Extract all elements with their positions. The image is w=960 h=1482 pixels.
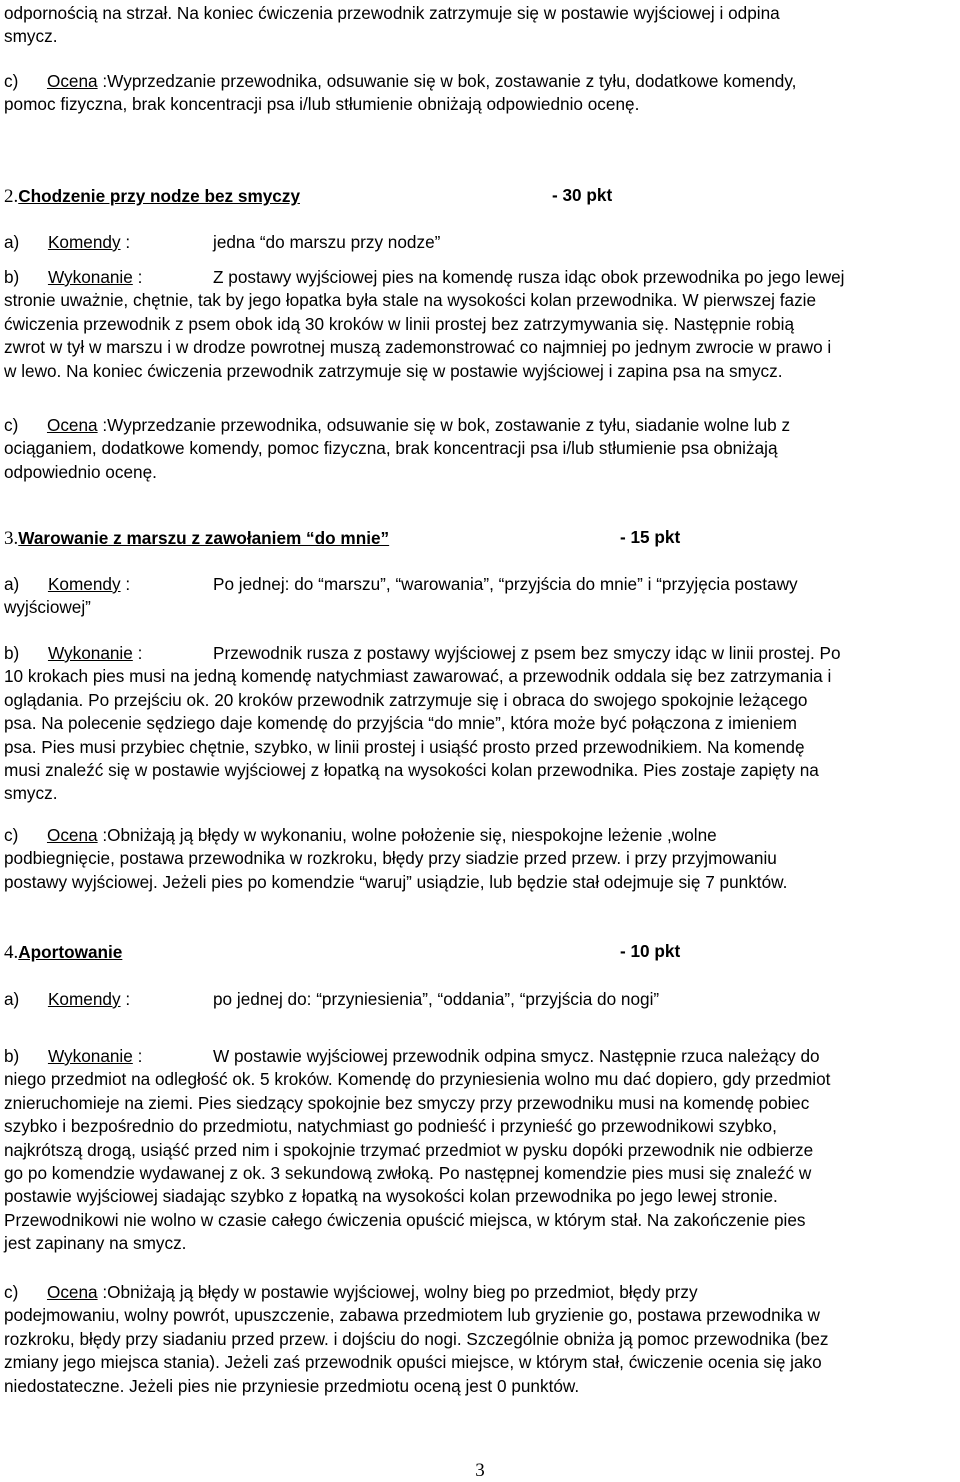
section-title: Chodzenie przy nodze bez smyczy (18, 186, 300, 206)
section2-wykonanie (4, 266, 956, 383)
intro-continuation (4, 2, 956, 49)
list-marker: b) (4, 267, 48, 287)
section3-komendy (4, 573, 956, 620)
list-marker: a) (4, 574, 48, 594)
text-span: :Wyprzedzanie przewodnika, odsuwanie się w bok, zostawanie z tyłu, dodatkowe komendy, (97, 71, 797, 91)
text-line: Z postawy wyjściowej pies na komendę rusza idąc obok przewodnika po jego lewej (213, 267, 845, 287)
section4-wykonanie (4, 1045, 956, 1256)
text-line: jest zapinany na smycz. (4, 1233, 187, 1254)
text-line: ociąganiem, dodatkowe komendy, pomoc fizyczna, brak koncentracji psa i/lub stłumienie psa obniżają (4, 438, 778, 459)
text-span: :Obniżają ją błędy w postawie wyjściowej, wolny bieg po przedmiot, błędy przy (97, 1282, 698, 1302)
label-colon: : (120, 574, 131, 594)
text-line: 10 krokach pies musi na jedną komendę natychmiast zawarować, a przewodnik oddala się bez zatrzymania i (4, 666, 832, 687)
list-marker: c) (4, 825, 47, 845)
text-line: W postawie wyjściowej przewodnik odpina smycz. Następnie rzuca należący do (213, 1046, 820, 1066)
text-line: Przewodnik rusza z postawy wyjściowej z psem bez smyczy idąc w linii prostej. Po (213, 643, 841, 663)
label-colon: : (132, 643, 143, 663)
label-colon: : (120, 989, 131, 1009)
text-line: zmiany jego miejsca stania). Jeżeli zaś przewodnik opuści miejsce, w którym stał, ćwiczenie ocenia się jako (4, 1352, 822, 1373)
section4-ocena (4, 1281, 956, 1398)
text-line: postawie wyjściowej siadając szybko z łopatką na wysokości kolan przewodnika po jego lewej stronie. (4, 1186, 778, 1207)
label-colon: : (132, 267, 143, 287)
komendy-text: Po jednej: do “marszu”, “warowania”, “przyjścia do mnie” i “przyjęcia postawy (213, 574, 798, 594)
section-points: - 10 pkt (620, 941, 681, 961)
text-span: :Obniżają ją błędy w wykonaniu, wolne położenie się, niespokojne leżenie ,wolne (97, 825, 717, 845)
komendy-text: po jednej do: “przyniesienia”, “oddania”, “przyjścia do nogi” (213, 989, 660, 1009)
wykonanie-label: Wykonanie (47, 1046, 133, 1066)
text-line: pomoc fizyczna, brak koncentracji psa i/lub stłumienie obniżają odpowiednio ocenę. (4, 94, 640, 115)
wykonanie-label: Wykonanie (47, 267, 133, 287)
text-line: stronie uważnie, chętnie, tak by jego łopatka była stale na wysokości kolan przewodnika. W pierwszej fazie (4, 290, 817, 311)
text-line: odpowiednio ocenę. (4, 461, 157, 482)
ocena-label: Ocena (46, 1282, 98, 1302)
page-number: 3 (475, 1460, 485, 1481)
text-line: znieruchomieje na ziemi. Pies siedzący spokojnie bez smyczy przy przewodniku musi na komendę pobiec (4, 1092, 810, 1113)
list-marker: b) (4, 643, 48, 663)
text-line: smycz. (4, 26, 58, 47)
wykonanie-label: Wykonanie (47, 643, 133, 663)
komendy-label: Komendy (47, 232, 121, 252)
section-number: 3. (4, 528, 19, 549)
text-line: szybko i bezpośrednio do przedmiotu, natychmiast go podnieść i przynieść go przewodnikowi szybko, (4, 1116, 777, 1137)
text-line: wyjściowej” (4, 597, 91, 618)
section-heading-2 (4, 185, 956, 208)
text-line: psa. Pies musi przybiec chętnie, szybko, w linii prostej i usiąść prosto przed przewodnikiem. Na komendę (4, 736, 805, 757)
section-title: Aportowanie (18, 942, 123, 962)
section-heading-4 (4, 941, 956, 964)
list-marker: c) (4, 71, 47, 91)
section3-ocena (4, 824, 956, 894)
text-line: musi znaleźć się w postawie wyjściowej z łopatką na wysokości kolan przewodnika. Pies zostaje zapięty na (4, 760, 819, 781)
list-marker: b) (4, 1046, 48, 1066)
section-number: 2. (4, 186, 19, 207)
ocena-line (4, 70, 956, 93)
text-line: psa. Na polecenie sędziego daje komendę do przyjścia “do mnie”, która może być połączona z imieniem (4, 713, 797, 734)
text-line: rozkroku, błędy przy siadaniu przed przew. i dojściu do nogi. Szczególnie obniża ją pomoc przewodnika (bez (4, 1328, 829, 1349)
section-points: - 30 pkt (552, 185, 613, 205)
text-line: Przewodnikowi nie wolno w czasie całego ćwiczenia opuścić miejsca, w którym stał. Na zakończenie pies (4, 1209, 806, 1230)
list-marker: a) (4, 232, 48, 252)
text-line: odpornością na strzał. Na koniec ćwiczenia przewodnik zatrzymuje się w postawie wyjściowej i odpina (4, 3, 780, 23)
text-line: ćwiczenia przewodnik z psem obok idą 30 kroków w linii prostej bez zatrzymywania się. Następnie robią (4, 313, 795, 334)
section-points: - 15 pkt (620, 527, 681, 547)
text-line: w lewo. Na koniec ćwiczenia przewodnik zatrzymuje się w postawie wyjściowej i zapina psa na smycz. (4, 360, 783, 381)
label-colon: : (120, 232, 131, 252)
text-line: najkrótszą drogą, usiąść przed nim i spokojnie trzymać przedmiot w pysku dopóki przewodnik nie odbierze (4, 1139, 814, 1160)
section2-ocena (4, 414, 956, 484)
text-line: smycz. (4, 783, 58, 804)
text-line: niedostateczne. Jeżeli pies nie przyniesie przedmiotu oceną jest 0 punktów. (4, 1375, 580, 1396)
section-heading-3 (4, 527, 956, 550)
text-line: zwrot w tył w marszu i w drodze powrotnej muszą zademonstrować co najmniej po jednym zwrocie w prawo i (4, 337, 832, 358)
ocena-label: Ocena (46, 415, 98, 435)
section-title: Warowanie z marszu z zawołaniem “do mnie” (18, 528, 390, 548)
komendy-label: Komendy (47, 989, 121, 1009)
list-marker: a) (4, 989, 48, 1009)
document-page (4, 0, 956, 1482)
label-colon: : (132, 1046, 143, 1066)
komendy-text: jedna “do marszu przy nodze” (213, 232, 441, 252)
section1-ocena (4, 70, 956, 117)
section3-wykonanie (4, 642, 956, 806)
text-line: podbiegnięcie, postawa przewodnika w rozkroku, błędy przy siadzie przed przew. i przy przyjmowaniu (4, 848, 777, 869)
list-marker: c) (4, 1282, 47, 1302)
list-marker: c) (4, 415, 47, 435)
section4-komendy (4, 988, 956, 1011)
komendy-label: Komendy (47, 574, 121, 594)
text-line: oglądania. Po przejściu ok. 20 kroków przewodnik zatrzymuje się i obraca do swojego spokojnie leżącego (4, 689, 808, 710)
ocena-label: Ocena (46, 825, 98, 845)
text-line: postawy wyjściowej. Jeżeli pies po komendzie “waruj” usiądzie, lub będzie stał odejmuje się 7 punktów. (4, 871, 788, 892)
section2-komendy (4, 231, 956, 254)
text-line: podejmowaniu, wolny powrót, upuszczenie, zabawa przedmiotem lub gryzienie go, postawa przewodnika w (4, 1305, 820, 1326)
text-line: go po komendzie wydawanej z ok. 3 sekundową zwłoką. Po następnej komendzie pies musi się znaleźć w (4, 1163, 812, 1184)
text-span: :Wyprzedzanie przewodnika, odsuwanie się w bok, zostawanie z tyłu, siadanie wolne lub z (97, 415, 791, 435)
ocena-label: Ocena (46, 71, 98, 91)
section-number: 4. (4, 942, 19, 963)
text-line: niego przedmiot na odległość ok. 5 kroków. Komendę do przyniesienia wolno mu dać dopiero, gdy przedmiot (4, 1069, 831, 1090)
